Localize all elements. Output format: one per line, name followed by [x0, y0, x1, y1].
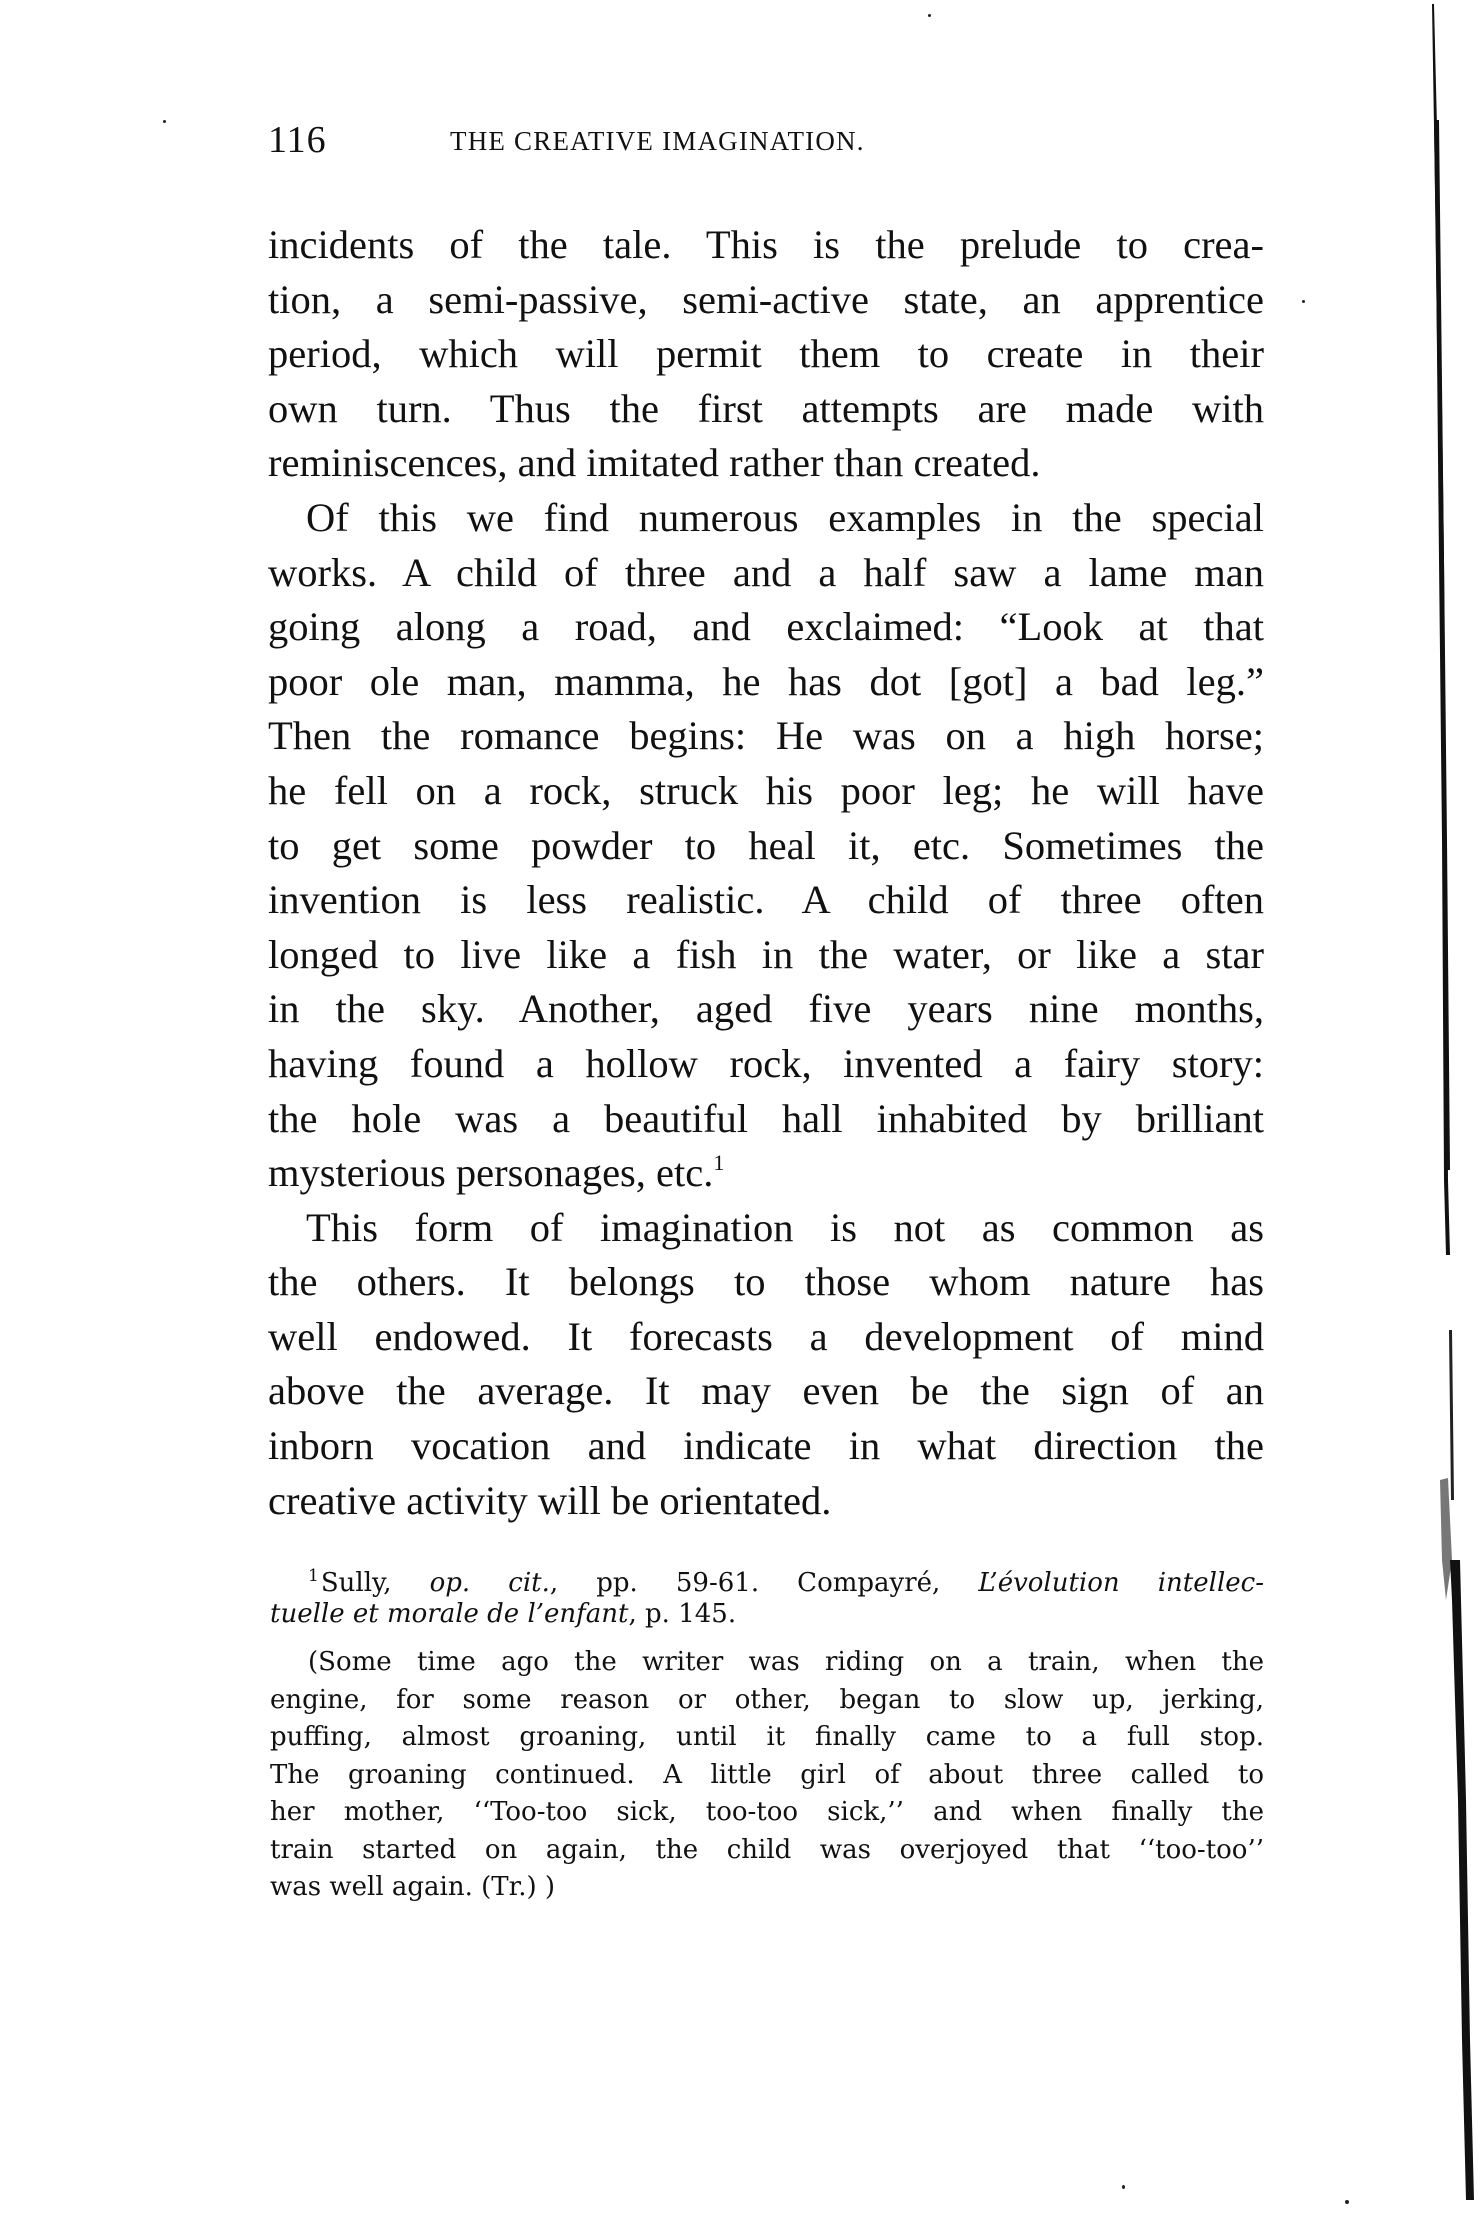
body-line: in the sky. Another, aged five years nine months, — [268, 986, 1264, 1032]
body-line: tion, a semi-passive, semi-active state, an apprentice — [268, 276, 1264, 322]
paper-speck — [1302, 300, 1305, 303]
body-line: well endowed. It forecasts a development of mind — [268, 1313, 1264, 1359]
footnote-1-line-2 — [270, 1599, 1264, 1630]
paragraph-start-line: Of this we find numerous examples in the special — [306, 494, 1264, 540]
paper-speck — [163, 120, 166, 123]
body-line: going along a road, and exclaimed: “Look at that — [268, 604, 1264, 650]
binding-shadow-upper-thick — [1434, 120, 1450, 1170]
body-line: to get some powder to heal it, etc. Sometimes the — [268, 822, 1264, 868]
translator-note-line: was well again. (Tr.) ) — [270, 1872, 556, 1902]
paper-speck — [1122, 2185, 1125, 2189]
running-head — [268, 118, 1268, 168]
body-line-with-footnote — [268, 1146, 1264, 1201]
paper-speck — [928, 14, 931, 17]
footnote-spacer — [270, 1630, 1264, 1644]
body-line: invention is less realistic. A child of three often — [268, 877, 1264, 923]
running-title: THE CREATIVE IMAGINATION. — [450, 126, 865, 156]
footnote-italic-text: tuelle et morale de l’enfant — [270, 1599, 629, 1629]
footnotes — [270, 1568, 1264, 1907]
body-text — [268, 218, 1264, 1528]
translator-note-line: her mother, ‘‘Too-too sick, too-too sick,’’ and when finally the — [270, 1797, 1264, 1827]
binding-shadow-upper — [1432, 4, 1450, 1255]
footnote-1-line-1 — [270, 1568, 1264, 1599]
binding-shadow-streak — [1440, 1478, 1452, 1600]
footnote-reference[interactable]: 1 — [713, 1150, 725, 1176]
footnote-marker: 1 — [308, 1568, 319, 1586]
body-line: longed to live like a fish in the water, or like a star — [268, 931, 1264, 977]
paragraph-start-line: This form of imagination is not as common as — [306, 1204, 1264, 1250]
binding-shadow-mid — [1449, 1330, 1454, 1500]
body-line: period, which will permit them to create in their — [268, 331, 1264, 377]
translator-note-line: puffing, almost groaning, until it finally came to a full stop. — [270, 1722, 1264, 1752]
translator-note-line: train started on again, the child was overjoyed that ‘‘too-too’’ — [270, 1834, 1264, 1865]
body-line: the others. It belongs to those whom nature has — [268, 1259, 1264, 1305]
body-line: he fell on a rock, struck his poor leg; he will have — [268, 767, 1264, 813]
page-number: 116 — [268, 119, 327, 161]
body-line: reminiscences, and imitated rather than created. — [268, 440, 1041, 486]
body-line: the hole was a beautiful hall inhabited by brilliant — [268, 1095, 1264, 1141]
footnote-text: Sully, — [320, 1568, 430, 1598]
footnote-text: , pp. 59-61. Compayré, — [549, 1568, 979, 1598]
binding-shadow-lower — [1450, 1560, 1474, 2200]
body-line: Then the romance begins: He was on a high horse; — [268, 713, 1264, 759]
body-line: above the average. It may even be the sign of an — [268, 1368, 1264, 1414]
paper-speck — [1345, 2200, 1349, 2204]
body-line-text: mysterious personages, etc. — [268, 1150, 714, 1196]
body-line: having found a hollow rock, invented a fairy story: — [268, 1040, 1264, 1086]
body-line: poor ole man, mamma, he has dot [got] a bad leg.” — [268, 658, 1264, 704]
footnote-text: , p. 145. — [628, 1599, 737, 1629]
translator-note-line: The groaning continued. A little girl of about three called to — [270, 1759, 1264, 1790]
body-line: works. A child of three and a half saw a lame man — [268, 549, 1264, 595]
footnote-italic-text: L’évolution intellec- — [978, 1568, 1264, 1598]
translator-note-line: engine, for some reason or other, began to slow up, jerking, — [270, 1684, 1264, 1715]
body-line: inborn vocation and indicate in what direction the — [268, 1423, 1264, 1469]
body-line: own turn. Thus the first attempts are made with — [268, 385, 1264, 431]
body-line: incidents of the tale. This is the prelude to crea- — [268, 222, 1264, 267]
body-line: creative activity will be orientated. — [268, 1477, 832, 1523]
footnote-italic-text: op. cit. — [429, 1568, 550, 1598]
translator-note-line: (Some time ago the writer was riding on a train, when the — [308, 1647, 1264, 1677]
